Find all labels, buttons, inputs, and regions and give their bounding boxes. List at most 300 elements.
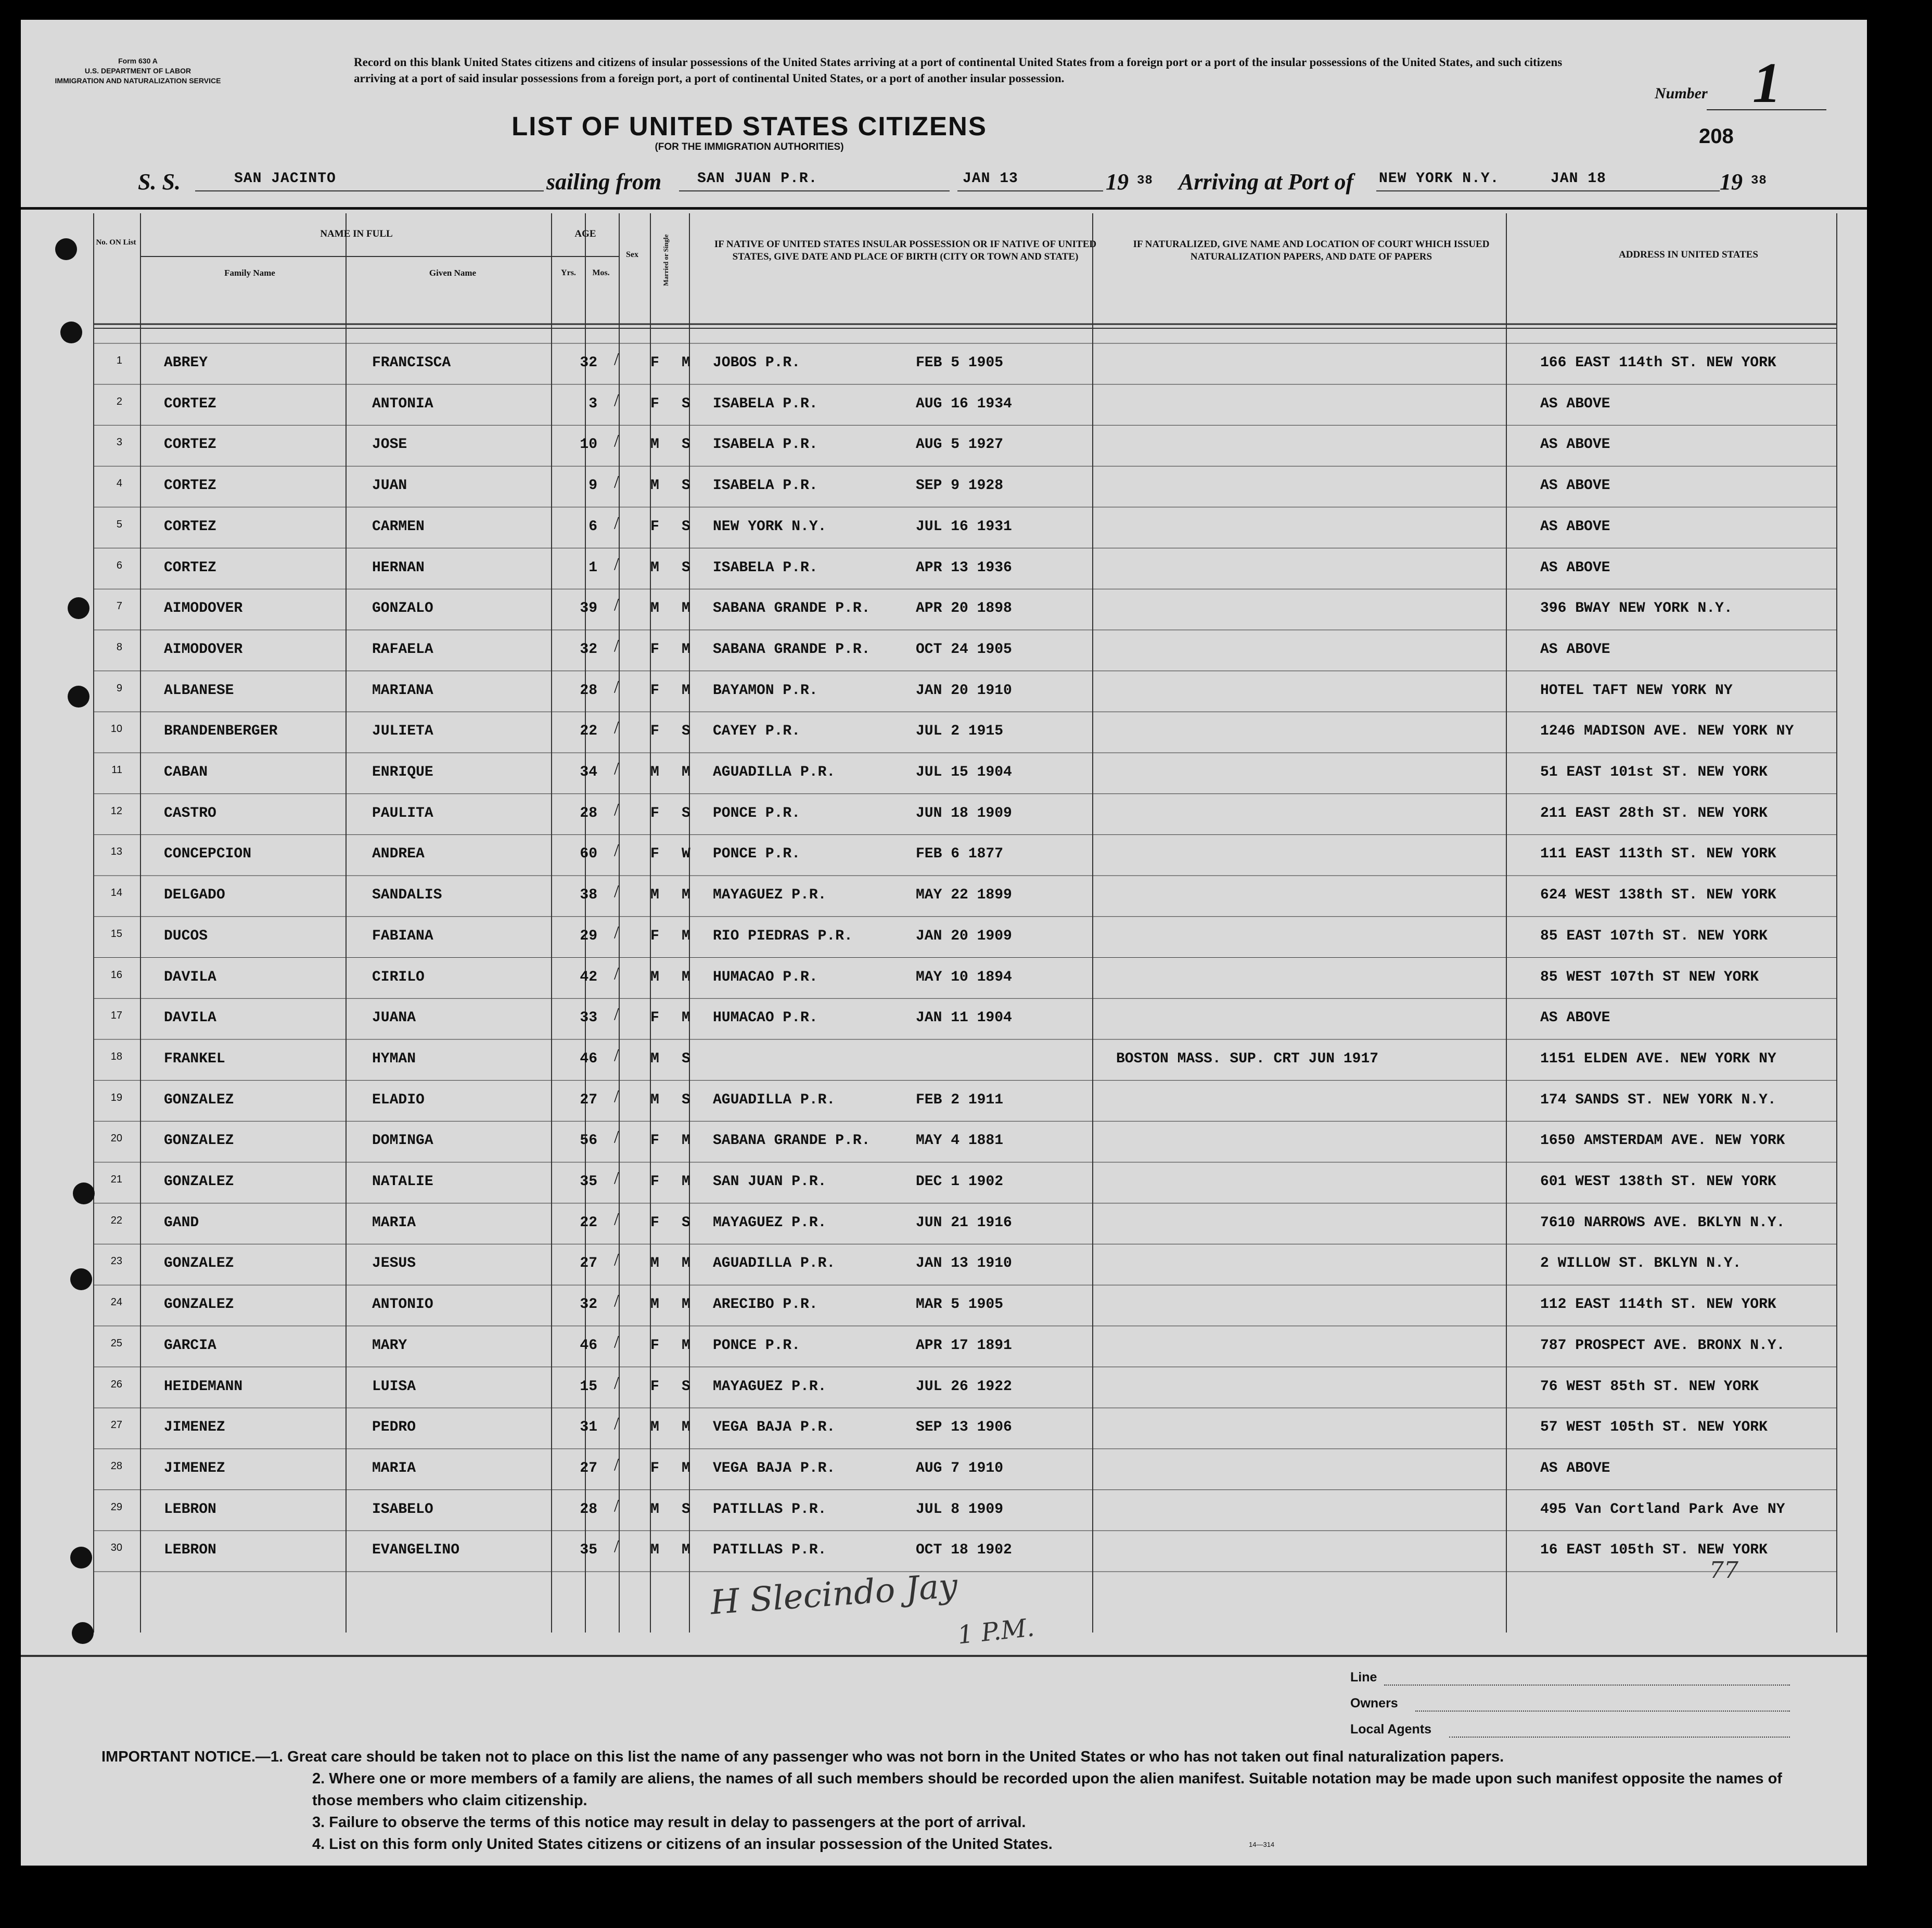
cell-family-name: FRANKEL	[164, 1050, 225, 1067]
checkmark: /	[614, 1414, 619, 1434]
notice-item-4	[101, 1833, 1819, 1855]
cell-marital-status: M	[682, 641, 690, 658]
checkmark: /	[614, 1455, 619, 1474]
checkmark: /	[614, 718, 619, 738]
cell-marital-status: M	[682, 1419, 690, 1436]
cell-age-years: 15	[580, 1378, 597, 1395]
cell-no: 23	[110, 1255, 122, 1267]
year-suffix-to: 38	[1751, 174, 1767, 188]
checkmark: /	[614, 350, 619, 369]
cell-marital-status: M	[682, 682, 690, 699]
cell-marital-status: M	[682, 1133, 690, 1149]
cell-no: 29	[110, 1501, 122, 1513]
cell-given-name: ANTONIA	[372, 395, 433, 412]
checkmark: /	[614, 390, 619, 410]
cell-age-years: 27	[580, 1460, 597, 1476]
cell-age-years: 60	[580, 846, 597, 863]
cell-no: 5	[116, 518, 122, 530]
cell-given-name: MARY	[372, 1337, 407, 1354]
ss-label: S. S.	[138, 169, 181, 195]
cell-address: 1151 ELDEN AVE. NEW YORK NY	[1540, 1050, 1776, 1067]
checkmark: /	[614, 513, 619, 533]
cell-given-name: MARIANA	[372, 682, 433, 699]
checkmark: /	[614, 554, 619, 574]
cell-birth-place: PATILLAS P.R.	[713, 1501, 827, 1518]
cell-sex: M	[650, 478, 659, 494]
cell-given-name: MARIA	[372, 1214, 416, 1231]
cell-no: 12	[110, 805, 122, 817]
cell-given-name: MARIA	[372, 1460, 416, 1476]
checkmark: /	[614, 1209, 619, 1229]
page-title: LIST OF UNITED STATES CITIZENS	[511, 111, 987, 141]
cell-address: 174 SANDS ST. NEW YORK N.Y.	[1540, 1091, 1776, 1108]
checkmark: /	[614, 1086, 619, 1106]
binder-hole	[68, 597, 89, 619]
col-header-name-in-full: NAME IN FULL	[320, 228, 393, 239]
cell-birth-place: NEW YORK N.Y.	[713, 518, 827, 535]
cell-given-name: LUISA	[372, 1378, 416, 1395]
cell-sex: F	[650, 1174, 659, 1190]
checkmark: /	[614, 595, 619, 615]
cell-marital-status: S	[682, 1214, 690, 1231]
cell-age-years: 28	[580, 1501, 597, 1518]
checkmark: /	[614, 1373, 619, 1393]
cell-family-name: GONZALEZ	[164, 1174, 234, 1190]
cell-birth-place: PONCE P.R.	[713, 846, 801, 863]
cell-no: 14	[110, 887, 122, 899]
cell-birth-date: APR 17 1891	[916, 1337, 1012, 1354]
agent-line-rule	[1384, 1685, 1790, 1686]
cell-family-name: GARCIA	[164, 1337, 216, 1354]
cell-address: 7610 NARROWS AVE. BKLYN N.Y.	[1540, 1214, 1785, 1231]
cell-given-name: ISABELO	[372, 1501, 433, 1518]
cell-family-name: DELGADO	[164, 887, 225, 904]
cell-address: 787 PROSPECT AVE. BRONX N.Y.	[1540, 1337, 1785, 1354]
cell-no: 15	[110, 928, 122, 940]
cell-birth-date: MAY 10 1894	[916, 969, 1012, 985]
col-header-birth: IF NATIVE OF UNITED STATES INSULAR POSSESSION OR IF NATIVE OF UNITED STATES, GIVE DATE AND PLACE OF BIRTH (CITY OR TOWN AND STATE)	[714, 239, 1097, 262]
service: IMMIGRATION AND NATURALIZATION SERVICE	[55, 76, 221, 85]
handwritten-signature: H Slecindo Jay	[709, 1566, 959, 1623]
cell-age-years: 35	[580, 1174, 597, 1190]
cell-address: AS ABOVE	[1540, 395, 1610, 412]
cell-family-name: CONCEPCION	[164, 846, 252, 863]
cell-naturalization: BOSTON MASS. SUP. CRT JUN 1917	[1116, 1050, 1379, 1067]
cell-family-name: BRANDENBERGER	[164, 723, 278, 740]
cell-birth-date: OCT 24 1905	[916, 641, 1012, 658]
date-to: JAN 18	[1551, 171, 1606, 187]
cell-marital-status: M	[682, 1174, 690, 1190]
checkmark: /	[614, 841, 619, 860]
cell-no: 4	[116, 478, 122, 490]
cell-marital-status: S	[682, 559, 690, 576]
cell-family-name: HEIDEMANN	[164, 1378, 243, 1395]
cell-address: AS ABOVE	[1540, 436, 1610, 453]
ship-name: SAN JACINTO	[234, 171, 336, 187]
cell-no: 2	[116, 395, 122, 407]
cell-given-name: JUAN	[372, 478, 407, 494]
binder-hole	[68, 686, 89, 708]
cell-address: AS ABOVE	[1540, 559, 1610, 576]
cell-birth-place: MAYAGUEZ P.R.	[713, 1214, 827, 1231]
cell-birth-date: DEC 1 1902	[916, 1174, 1004, 1190]
cell-age-years: 56	[580, 1133, 597, 1149]
cell-no: 17	[110, 1010, 122, 1022]
cell-marital-status: M	[682, 764, 690, 780]
cell-marital-status: S	[682, 1050, 690, 1067]
cell-address: AS ABOVE	[1540, 641, 1610, 658]
cell-birth-place: JOBOS P.R.	[713, 355, 801, 371]
cell-age-years: 32	[580, 641, 597, 658]
cell-birth-place: ISABELA P.R.	[713, 436, 818, 453]
printer-code: 14—314	[1249, 1841, 1275, 1848]
cell-birth-place: SABANA GRANDE P.R.	[713, 641, 871, 658]
cell-address: AS ABOVE	[1540, 518, 1610, 535]
cell-given-name: ELADIO	[372, 1091, 425, 1108]
intro-text: Record on this blank United States citizens and citizens of insular possessions of the United States arriving at a port of continental United States from a foreign port or a port of the insular possessions of the United States, and such citizens arriving at a port of said insular possessions from a foreign port, a port of continental United States, or a port of another insular possession.	[354, 56, 1563, 85]
cell-sex: F	[650, 1010, 659, 1026]
cell-family-name: CORTEZ	[164, 559, 216, 576]
cell-given-name: ANTONIO	[372, 1296, 433, 1313]
agent-owners-label: Owners	[1350, 1696, 1398, 1711]
cell-family-name: CASTRO	[164, 805, 216, 821]
cell-family-name: CABAN	[164, 764, 208, 780]
cell-given-name: PAULITA	[372, 805, 433, 821]
cell-birth-date: JUN 21 1916	[916, 1214, 1012, 1231]
cell-given-name: FRANCISCA	[372, 355, 451, 371]
notice-item-2	[101, 1768, 1819, 1811]
cell-birth-date: OCT 18 1902	[916, 1542, 1012, 1559]
cell-sex: F	[650, 1378, 659, 1395]
cell-sex: F	[650, 518, 659, 535]
manifest-sheet	[21, 20, 1867, 1866]
cell-address: 57 WEST 105th ST. NEW YORK	[1540, 1419, 1768, 1436]
cell-birth-date: AUG 7 1910	[916, 1460, 1004, 1476]
cell-no: 9	[116, 682, 122, 694]
cell-birth-place: RIO PIEDRAS P.R.	[713, 928, 853, 944]
cell-birth-date: APR 13 1936	[916, 559, 1012, 576]
cell-age-years: 29	[580, 928, 597, 944]
cell-marital-status: S	[682, 395, 690, 412]
cell-age-years: 3	[588, 395, 597, 412]
cell-address: 112 EAST 114th ST. NEW YORK	[1540, 1296, 1776, 1313]
checkmark: /	[614, 922, 619, 942]
cell-birth-place: VEGA BAJA P.R.	[713, 1460, 836, 1476]
notice-text-2: Where one or more members of a family are aliens, the names of all such members should be recorded upon the alien manifest. Suitable notation may be made upon such manifest opposite the names of those members who claim citizenship.	[312, 1770, 1782, 1809]
checkmark: /	[614, 1127, 619, 1147]
handwritten-time: 1 P.M.	[956, 1613, 1036, 1650]
cell-sex: F	[650, 682, 659, 699]
cell-age-years: 9	[588, 478, 597, 494]
stamp-number: 208	[1699, 125, 1734, 148]
cell-age-years: 39	[580, 600, 597, 617]
cell-marital-status: M	[682, 887, 690, 904]
cell-birth-date: JUL 26 1922	[916, 1378, 1012, 1395]
cell-age-years: 34	[580, 764, 597, 780]
cell-age-years: 22	[580, 1214, 597, 1231]
cell-sex: M	[650, 559, 659, 576]
binder-hole	[70, 1547, 92, 1569]
cell-marital-status: S	[682, 1501, 690, 1518]
notice-text-4: List on this form only United States citizens or citizens of an insular possession of the United States.	[329, 1836, 1053, 1853]
cell-age-years: 31	[580, 1419, 597, 1436]
checkmark: /	[614, 1332, 619, 1352]
binder-hole	[72, 1622, 94, 1644]
cell-sex: M	[650, 1542, 659, 1559]
cell-marital-status: M	[682, 1296, 690, 1313]
cell-given-name: JULIETA	[372, 723, 433, 740]
cell-birth-place: BAYAMON P.R.	[713, 682, 818, 699]
cell-sex: M	[650, 1419, 659, 1436]
cell-marital-status: M	[682, 1255, 690, 1272]
cell-birth-date: FEB 2 1911	[916, 1091, 1004, 1108]
cell-given-name: HERNAN	[372, 559, 425, 576]
cell-sex: F	[650, 1460, 659, 1476]
cell-no: 25	[110, 1337, 122, 1349]
cell-given-name: NATALIE	[372, 1174, 433, 1190]
cell-age-years: 32	[580, 1296, 597, 1313]
binder-hole	[70, 1268, 92, 1290]
cell-age-years: 33	[580, 1010, 597, 1026]
cell-address: 2 WILLOW ST. BKLYN N.Y.	[1540, 1255, 1742, 1272]
cell-age-years: 28	[580, 682, 597, 699]
binder-hole	[60, 322, 82, 343]
cell-marital-status: W	[682, 846, 690, 863]
cell-no: 13	[110, 846, 122, 858]
cell-birth-date: JUN 18 1909	[916, 805, 1012, 821]
cell-age-years: 32	[580, 355, 597, 371]
cell-no: 7	[116, 600, 122, 612]
cell-age-years: 10	[580, 436, 597, 453]
cell-no: 30	[110, 1542, 122, 1554]
cell-family-name: JIMENEZ	[164, 1460, 225, 1476]
cell-address: 1650 AMSTERDAM AVE. NEW YORK	[1540, 1133, 1785, 1149]
cell-age-years: 27	[580, 1255, 597, 1272]
cell-address: 1246 MADISON AVE. NEW YORK NY	[1540, 723, 1794, 740]
cell-marital-status: M	[682, 1460, 690, 1476]
cell-address: 166 EAST 114th ST. NEW YORK	[1540, 355, 1776, 371]
col-header-family-name: Family Name	[224, 268, 275, 278]
cell-given-name: EVANGELINO	[372, 1542, 460, 1559]
cell-marital-status: S	[682, 436, 690, 453]
cell-sex: M	[650, 1050, 659, 1067]
cell-marital-status: M	[682, 1542, 690, 1559]
cell-given-name: FABIANA	[372, 928, 433, 944]
cell-given-name: CARMEN	[372, 518, 425, 535]
cell-family-name: ALBANESE	[164, 682, 234, 699]
cell-sex: M	[650, 600, 659, 617]
cell-given-name: ANDREA	[372, 846, 425, 863]
checkmark: /	[614, 1168, 619, 1188]
cell-age-years: 42	[580, 969, 597, 985]
year-prefix-from: 19	[1106, 169, 1129, 195]
cell-family-name: LEBRON	[164, 1501, 216, 1518]
cell-address: 396 BWAY NEW YORK N.Y.	[1540, 600, 1733, 617]
year-suffix-from: 38	[1137, 174, 1153, 188]
cell-marital-status: M	[682, 969, 690, 985]
cell-sex: M	[650, 969, 659, 985]
cell-family-name: CORTEZ	[164, 395, 216, 412]
col-header-mos: Mos.	[592, 268, 610, 277]
date-from: JAN 13	[963, 171, 1018, 187]
cell-birth-place: SABANA GRANDE P.R.	[713, 1133, 871, 1149]
cell-birth-place: PATILLAS P.R.	[713, 1542, 827, 1559]
col-header-naturalized: IF NATURALIZED, GIVE NAME AND LOCATION OF COURT WHICH ISSUED NATURALIZATION PAPERS, AND DATE OF PAPERS	[1133, 239, 1490, 262]
cell-birth-place: ISABELA P.R.	[713, 395, 818, 412]
checkmark: /	[614, 963, 619, 983]
cell-no: 18	[110, 1050, 122, 1062]
cell-given-name: RAFAELA	[372, 641, 433, 658]
checkmark: /	[614, 800, 619, 819]
cell-sex: F	[650, 928, 659, 944]
notice-num-3: 3.	[312, 1814, 325, 1831]
cell-no: 8	[116, 641, 122, 653]
cell-family-name: GAND	[164, 1214, 199, 1231]
agent-local-rule	[1449, 1737, 1790, 1738]
cell-birth-place: MAYAGUEZ P.R.	[713, 1378, 827, 1395]
cell-family-name: CORTEZ	[164, 478, 216, 494]
cell-sex: F	[650, 1133, 659, 1149]
cell-birth-date: SEP 13 1906	[916, 1419, 1012, 1436]
cell-no: 16	[110, 969, 122, 981]
notice-lead: IMPORTANT NOTICE.—1.	[101, 1749, 284, 1765]
cell-sex: F	[650, 395, 659, 412]
cell-birth-date: JAN 20 1910	[916, 682, 1012, 699]
cell-family-name: DAVILA	[164, 969, 216, 985]
cell-birth-place: AGUADILLA P.R.	[713, 1255, 836, 1272]
cell-age-years: 38	[580, 887, 597, 904]
cell-address: 16 EAST 105th ST. NEW YORK	[1540, 1542, 1768, 1559]
cell-marital-status: S	[682, 805, 690, 821]
cell-age-years: 22	[580, 723, 597, 740]
cell-no: 28	[110, 1460, 122, 1472]
checkmark: /	[614, 1250, 619, 1270]
cell-address: 85 EAST 107th ST. NEW YORK	[1540, 928, 1768, 944]
cell-no: 26	[110, 1378, 122, 1390]
cell-given-name: JUANA	[372, 1010, 416, 1026]
cell-sex: M	[650, 1296, 659, 1313]
agent-local-label: Local Agents	[1350, 1722, 1432, 1737]
cell-family-name: GONZALEZ	[164, 1091, 234, 1108]
cell-given-name: DOMINGA	[372, 1133, 433, 1149]
notice-text-3: Failure to observe the terms of this notice may result in delay to passengers at the port of arrival.	[329, 1814, 1026, 1831]
cell-no: 22	[110, 1214, 122, 1226]
cell-marital-status: M	[682, 1010, 690, 1026]
cell-sex: F	[650, 1214, 659, 1231]
cell-age-years: 46	[580, 1050, 597, 1067]
cell-address: 111 EAST 113th ST. NEW YORK	[1540, 846, 1776, 863]
cell-sex: M	[650, 764, 659, 780]
col-header-age: AGE	[574, 228, 596, 239]
checkmark: /	[614, 1291, 619, 1311]
cell-family-name: DAVILA	[164, 1010, 216, 1026]
cell-given-name: ENRIQUE	[372, 764, 433, 780]
cell-birth-date: MAY 22 1899	[916, 887, 1012, 904]
cell-birth-place: PONCE P.R.	[713, 1337, 801, 1354]
year-prefix-to: 19	[1720, 169, 1743, 195]
cell-age-years: 35	[580, 1542, 597, 1559]
cell-no: 11	[111, 764, 122, 776]
cell-birth-date: AUG 5 1927	[916, 436, 1004, 453]
cell-birth-place: ISABELA P.R.	[713, 559, 818, 576]
cell-sex: F	[650, 805, 659, 821]
notice-item-3	[101, 1811, 1819, 1833]
cell-birth-date: APR 20 1898	[916, 600, 1012, 617]
cell-birth-place: MAYAGUEZ P.R.	[713, 887, 827, 904]
cell-no: 20	[110, 1133, 122, 1145]
checkmark: /	[614, 636, 619, 655]
checkmark: /	[614, 431, 619, 451]
checkmark: /	[614, 882, 619, 902]
cell-address: 85 WEST 107th ST NEW YORK	[1540, 969, 1759, 985]
col-header-no: No. ON List	[96, 238, 136, 247]
cell-family-name: GONZALEZ	[164, 1133, 234, 1149]
cell-no: 6	[116, 559, 122, 571]
checkmark: /	[614, 1496, 619, 1515]
col-header-given-name: Given Name	[429, 268, 477, 278]
cell-family-name: AIMODOVER	[164, 641, 243, 658]
col-header-yrs: Yrs.	[561, 268, 576, 277]
cell-address: HOTEL TAFT NEW YORK NY	[1540, 682, 1733, 699]
cell-given-name: JESUS	[372, 1255, 416, 1272]
department: U.S. DEPARTMENT OF LABOR	[84, 67, 191, 75]
cell-birth-place: AGUADILLA P.R.	[713, 764, 836, 780]
cell-birth-place: HUMACAO P.R.	[713, 1010, 818, 1026]
checkmark: /	[614, 759, 619, 778]
sailing-from-label: sailing from	[546, 169, 662, 195]
cell-family-name: CORTEZ	[164, 518, 216, 535]
cell-address: AS ABOVE	[1540, 1460, 1610, 1476]
cell-birth-date: JAN 20 1909	[916, 928, 1012, 944]
notice-num-4: 4.	[312, 1836, 325, 1853]
cell-birth-date: AUG 16 1934	[916, 395, 1012, 412]
cell-no: 3	[116, 436, 122, 448]
checkmark: /	[614, 1005, 619, 1024]
cell-address: 51 EAST 101st ST. NEW YORK	[1540, 764, 1768, 780]
cell-birth-date: FEB 5 1905	[916, 355, 1004, 371]
cell-sex: F	[650, 641, 659, 658]
cell-no: 27	[110, 1419, 122, 1431]
cell-marital-status: S	[682, 1091, 690, 1108]
cell-birth-date: MAY 4 1881	[916, 1133, 1004, 1149]
checkmark: /	[614, 1537, 619, 1557]
cell-given-name: HYMAN	[372, 1050, 416, 1067]
cell-marital-status: S	[682, 478, 690, 494]
cell-marital-status: M	[682, 600, 690, 617]
cell-family-name: AIMODOVER	[164, 600, 243, 617]
cell-sex: M	[650, 1255, 659, 1272]
port-from: SAN JUAN P.R.	[697, 171, 818, 187]
cell-birth-place: ARECIBO P.R.	[713, 1296, 818, 1313]
cell-family-name: JIMENEZ	[164, 1419, 225, 1436]
margin-mark: 77	[1709, 1557, 1738, 1584]
port-to: NEW YORK N.Y.	[1379, 171, 1500, 187]
cell-birth-place: ISABELA P.R.	[713, 478, 818, 494]
cell-sex: M	[650, 1501, 659, 1518]
cell-age-years: 28	[580, 805, 597, 821]
cell-family-name: DUCOS	[164, 928, 208, 944]
checkmark: /	[614, 677, 619, 697]
cell-no: 1	[116, 355, 122, 366]
important-notice	[101, 1746, 1819, 1855]
cell-sex: F	[650, 1337, 659, 1354]
cell-marital-status: M	[682, 355, 690, 371]
page-subtitle: (FOR THE IMMIGRATION AUTHORITIES)	[655, 142, 844, 152]
cell-given-name: SANDALIS	[372, 887, 442, 904]
cell-birth-place: AGUADILLA P.R.	[713, 1091, 836, 1108]
cell-birth-place: CAYEY P.R.	[713, 723, 801, 740]
notice-num-2: 2.	[312, 1770, 325, 1787]
